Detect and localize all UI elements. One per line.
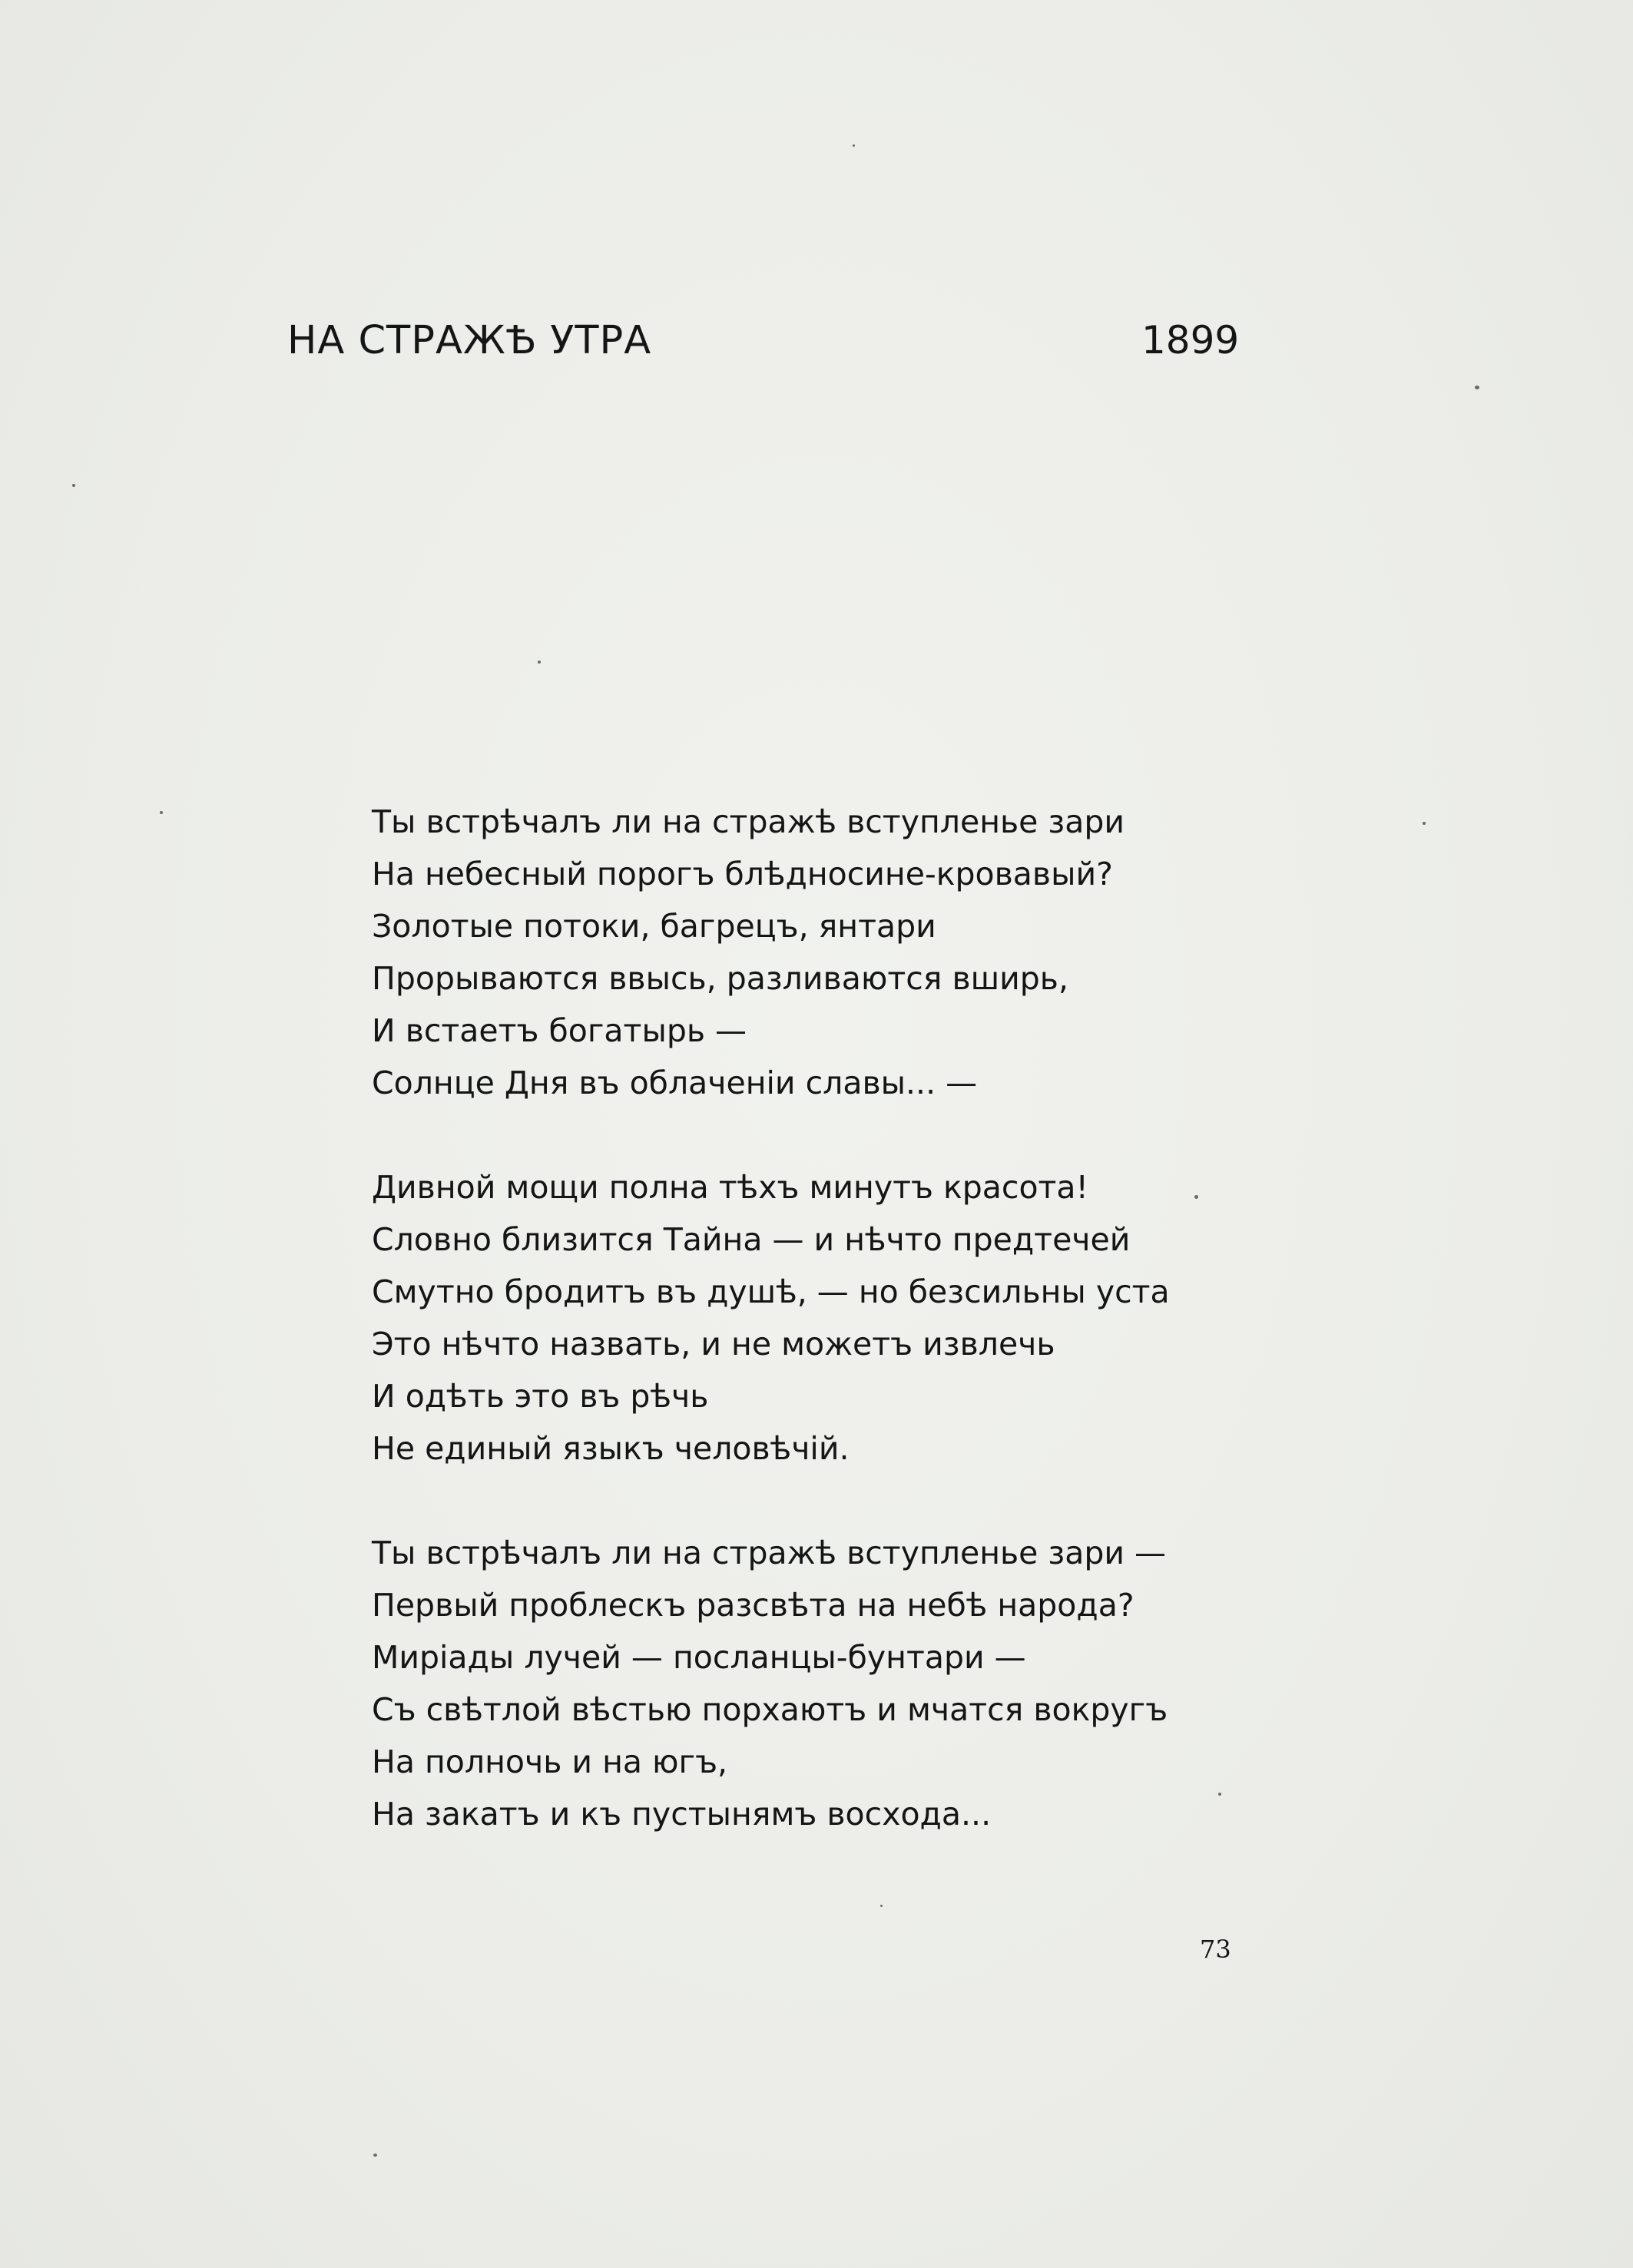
stanza-3 xyxy=(372,1527,1247,1840)
poem-line: Золотые потоки, багрецъ, янтари xyxy=(372,908,936,945)
paper-speck xyxy=(880,1905,883,1907)
poem-line: Не единый языкъ человѣчій. xyxy=(372,1430,850,1467)
paper-speck xyxy=(72,484,75,487)
poem-year: 1899 xyxy=(1141,318,1240,363)
poem-line: На закатъ и къ пустынямъ восхода... xyxy=(372,1796,992,1833)
poem-line: Съ свѣтлой вѣстью порхаютъ и мчатся вокругъ xyxy=(372,1691,1168,1728)
poem-line: Ты встрѣчалъ ли на стражѣ вступленье зари xyxy=(372,803,1125,840)
paper-speck xyxy=(1423,822,1426,825)
poem-line: Это нѣчто назвать, и не можетъ извлечь xyxy=(372,1326,1055,1362)
poem-line: На полночь и на югъ, xyxy=(372,1743,728,1780)
paper-speck xyxy=(160,811,163,814)
stanza-2 xyxy=(372,1161,1247,1475)
poem-line: Ты встрѣчалъ ли на стражѣ вступленье зари — xyxy=(372,1535,1167,1571)
poem-line: Словно близится Тайна — и нѣчто предтечей xyxy=(372,1221,1131,1258)
paper-speck xyxy=(373,2154,377,2157)
paper-speck xyxy=(538,661,541,664)
paper-speck xyxy=(1475,386,1479,389)
poem-line: И встаетъ богатырь — xyxy=(372,1012,747,1049)
poem-title: НА СТРАЖѢ УТРА xyxy=(287,318,652,363)
paper-speck xyxy=(1218,1793,1221,1796)
poem-body xyxy=(372,796,1247,1892)
poem-line: На небесный порогъ блѣдносине-кровавый? xyxy=(372,856,1113,892)
poem-line: Солнце Дня въ облаченіи славы... — xyxy=(372,1064,978,1101)
paper-speck xyxy=(853,144,855,147)
poem-line: Дивной мощи полна тѣхъ минутъ красота! xyxy=(372,1169,1088,1206)
poem-line: Первый проблескъ разсвѣта на небѣ народа? xyxy=(372,1587,1134,1624)
poem-line: Смутно бродитъ въ душѣ, — но безсильны уста xyxy=(372,1273,1170,1310)
paper-speck xyxy=(1194,1195,1198,1199)
poem-line: Прорываются ввысь, разливаются вширь, xyxy=(372,960,1069,997)
page-number: 73 xyxy=(1200,1935,1231,1964)
poem-line: Миріады лучей — посланцы-бунтари — xyxy=(372,1639,1026,1676)
stanza-1 xyxy=(372,796,1247,1109)
poem-line: И одѣть это въ рѣчь xyxy=(372,1378,709,1415)
